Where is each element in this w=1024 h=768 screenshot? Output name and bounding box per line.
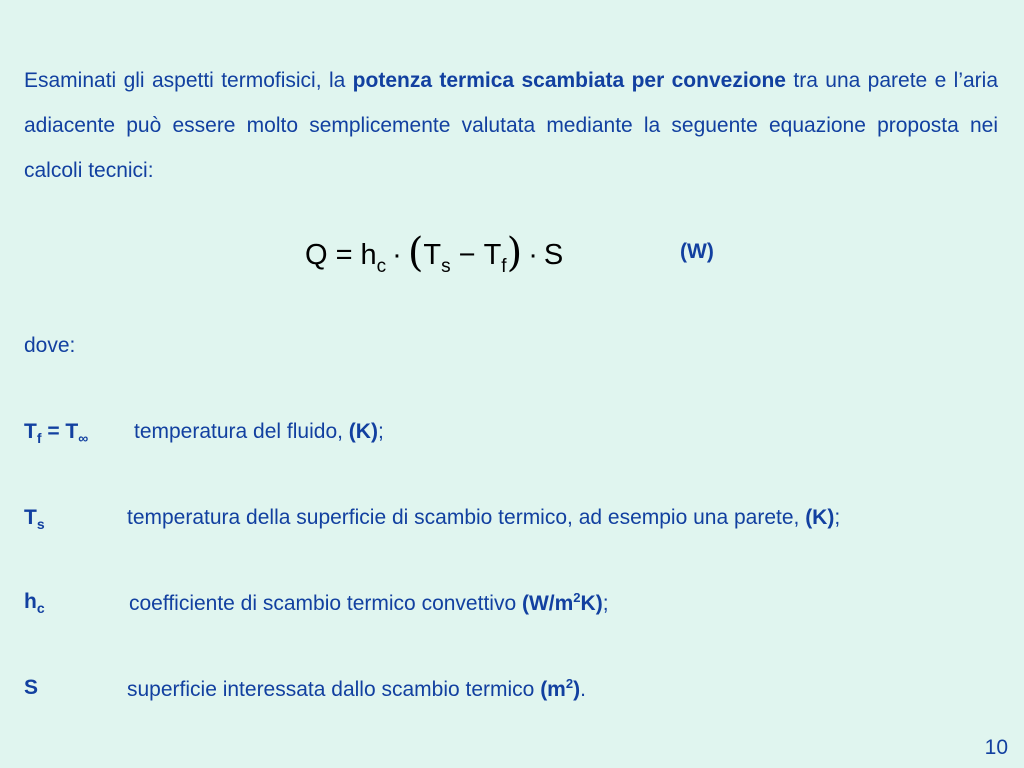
unit-tail: K) [580,592,603,615]
definition-end: ; [602,592,609,615]
unit-tail: ) [573,678,581,701]
symbol-letter: T [24,420,37,443]
definition-unit [540,678,580,701]
definition-description [127,676,586,702]
definition-description [129,590,609,616]
intro-text-before: Esaminati gli aspetti termofisici, la [24,69,353,92]
unit-superscript: 2 [573,590,581,605]
definition-unit: (K) [805,506,835,529]
equation-open-paren: ( [407,230,424,276]
convection-equation [305,228,563,278]
definition-end: ; [377,420,384,443]
definition-text: coefficiente di scambio termico convettivo [129,592,522,615]
definition-symbol [24,420,88,446]
equation-lhs: Q [305,239,328,271]
equation-dot-1: · [392,239,402,271]
definition-symbol [24,676,38,700]
equation-t1: T [423,239,442,271]
definition-symbol [24,590,45,616]
dove-label: dove: [24,334,76,357]
definition-text: superficie interessata dallo scambio termico [127,678,541,701]
equation-t2: T [483,239,502,271]
equation-close-paren: ) [506,230,523,276]
definition-text: temperatura del fluido, [134,420,349,443]
equation-t2-sub: f [501,256,507,277]
equation-dot-2: · [528,239,538,271]
equation-t1-sub: s [441,256,451,277]
symbol-subscript: f [36,430,42,447]
symbol-extra: = T [41,420,79,443]
equation-equals: = [335,239,353,271]
symbol-subscript: c [36,600,45,617]
symbol-letter: S [24,676,39,699]
definition-symbol [24,506,45,532]
symbol-letter: T [24,506,37,529]
equation-h-sub: c [376,256,387,277]
equation-h: h [360,239,377,271]
equation-minus: − [458,239,476,271]
intro-emphasis: potenza termica scambiata per convezione [352,69,786,92]
symbol-extra-subscript: ∞ [78,430,89,447]
definition-description [127,506,840,530]
symbol-subscript: s [36,516,45,533]
unit-superscript: 2 [565,676,574,691]
definition-description [134,420,384,444]
intro-paragraph [24,58,998,193]
symbol-letter: h [24,590,37,613]
definition-unit [522,592,603,615]
equation-unit: (W) [680,240,714,263]
intro-text-after: tra una parete e l’aria adiacente può essere molto semplicemente valutata mediante la seguente equazione proposta nei calcoli tecnici: [24,69,999,182]
unit-main: (W/m [521,592,574,615]
definition-end: ; [834,506,841,529]
equation-s: S [543,239,564,271]
definition-text: temperatura della superficie di scambio termico, ad esempio una parete, [127,506,806,529]
definition-unit: (K) [348,420,378,443]
page-number: 10 [984,736,1008,759]
definition-end: . [580,678,586,701]
unit-main: (m [540,678,566,701]
